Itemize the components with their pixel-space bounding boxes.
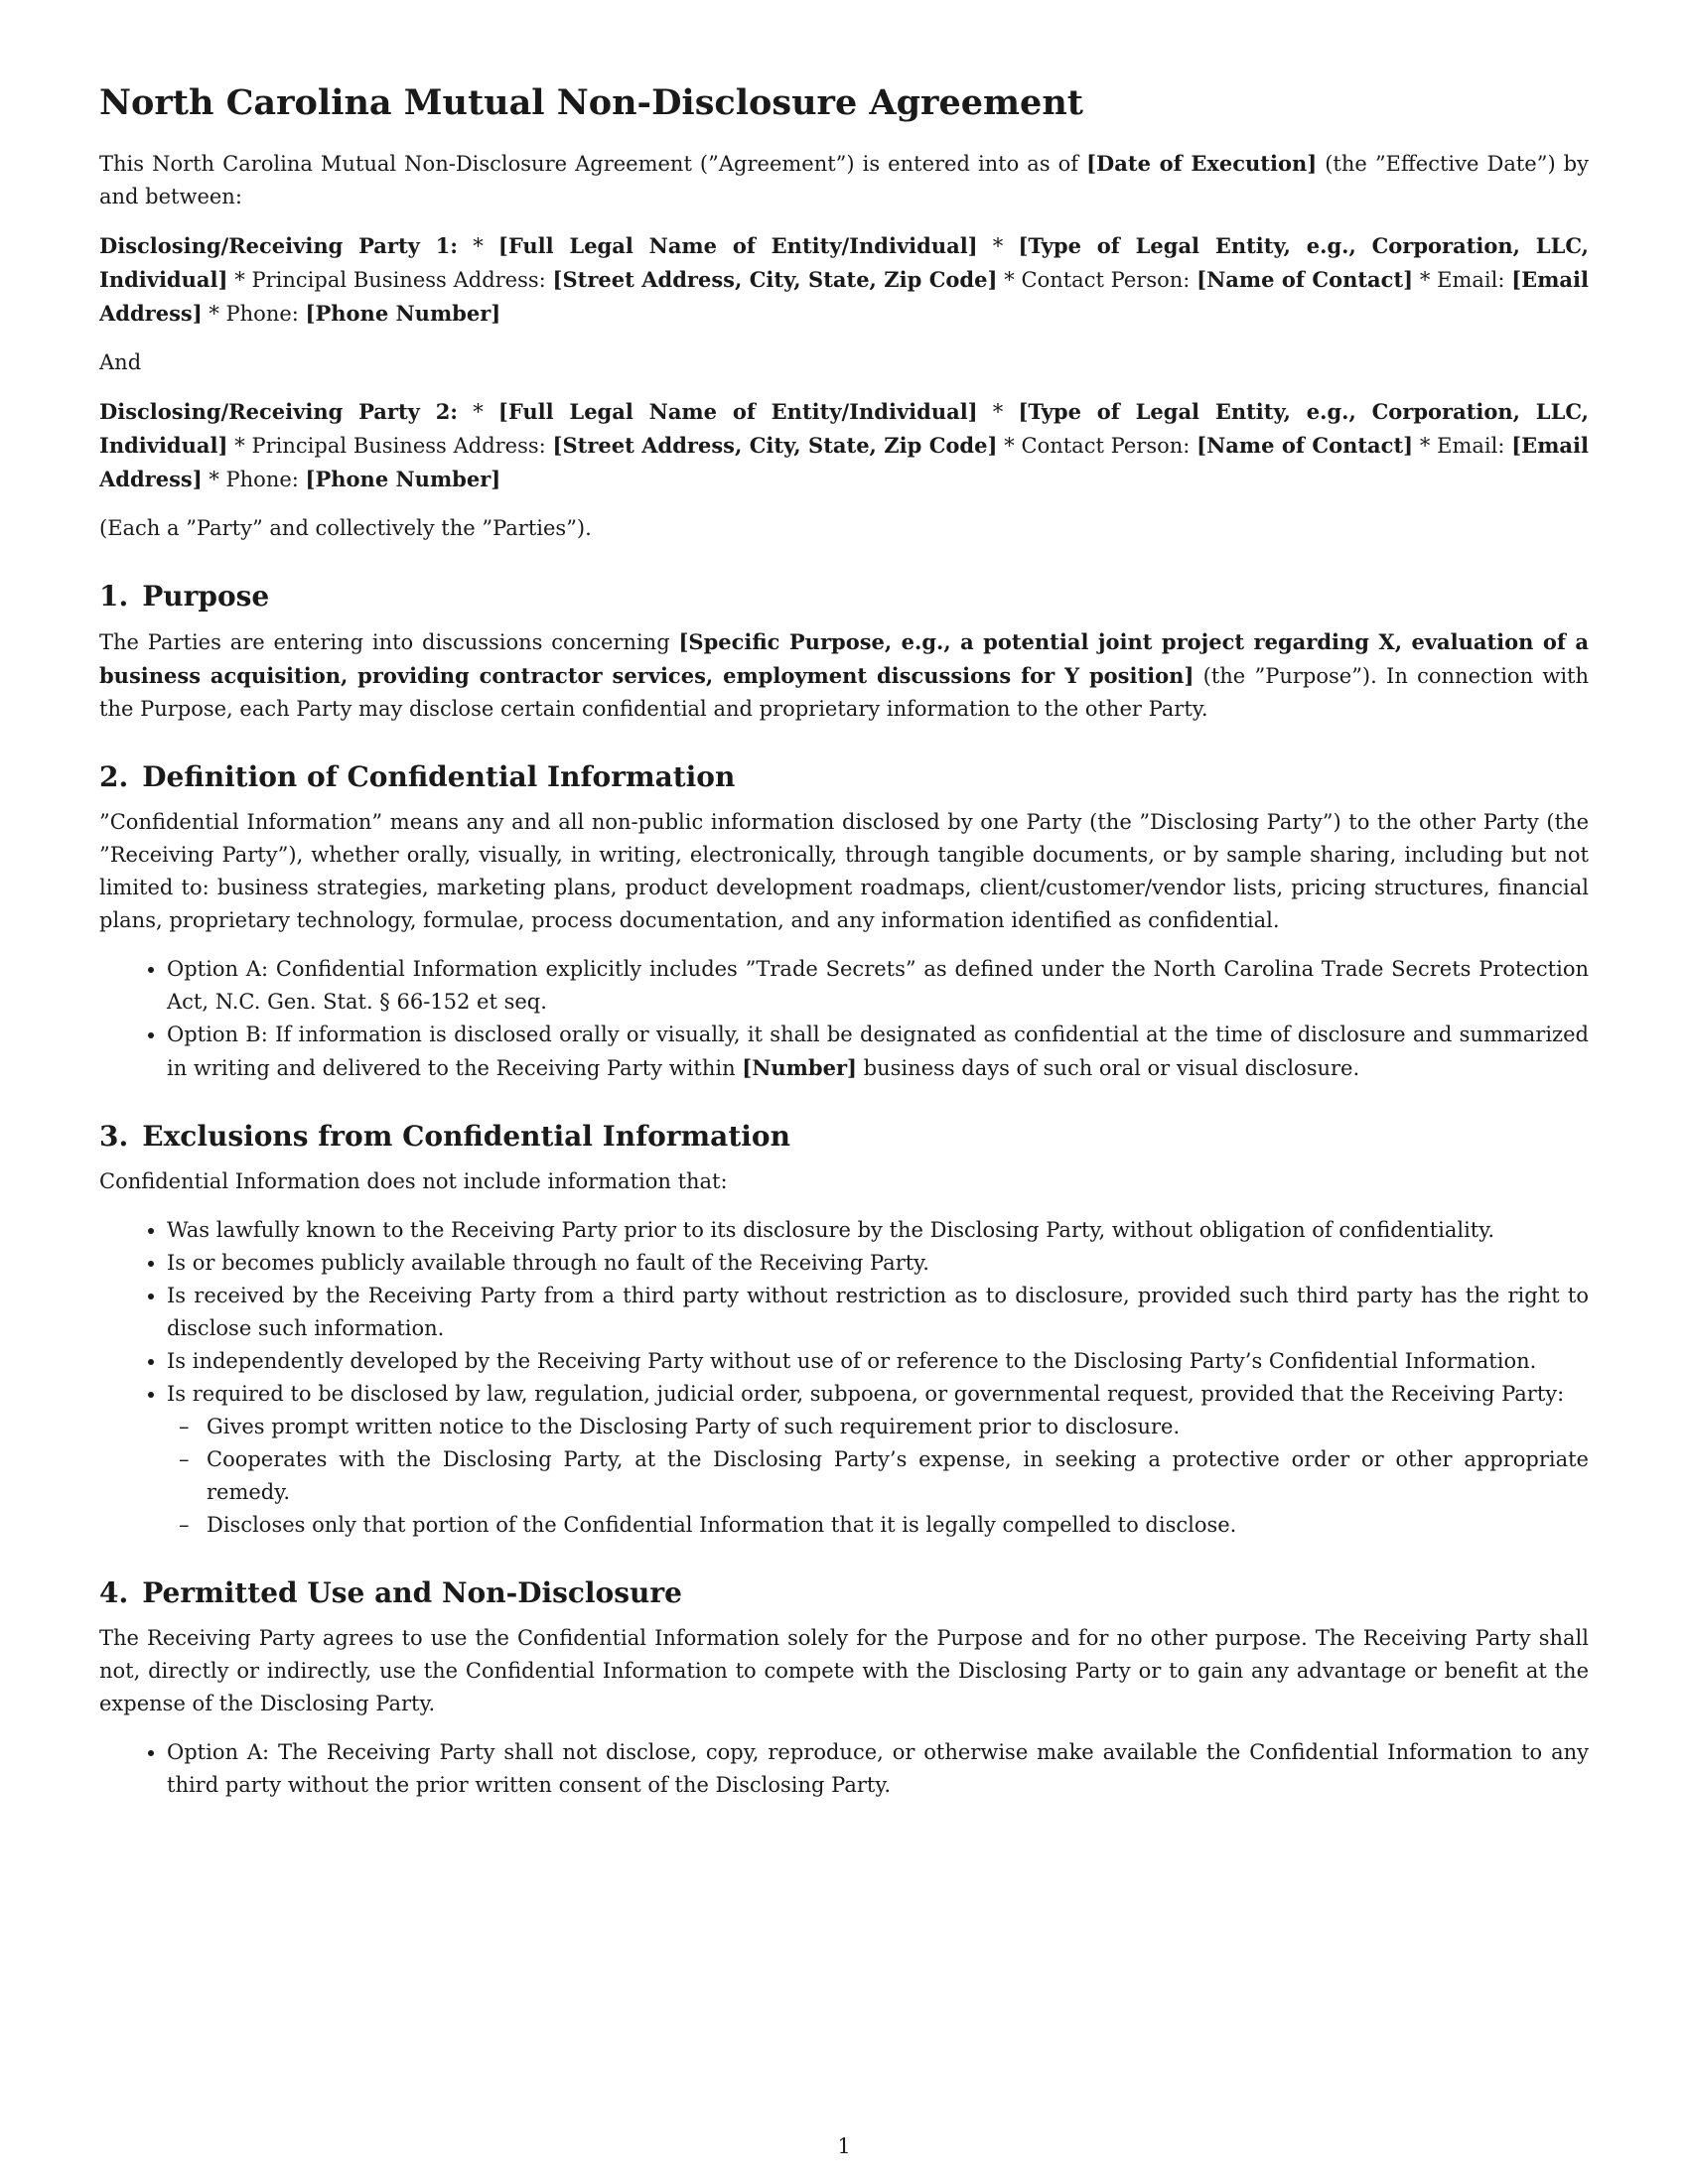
list-item	[167, 1378, 1589, 1542]
date-placeholder: [Date of Execution]	[1086, 150, 1318, 176]
party-2-contact: [Name of Contact]	[1196, 432, 1414, 458]
parties-note: (Each a ”Party” and collectively the ”Parties”).	[99, 515, 592, 540]
document-page	[99, 81, 1589, 1818]
purpose-text-1: The Parties are entering into discussions concerning	[99, 629, 679, 654]
intro-text-1: This North Carolina Mutual Non-Disclosure Agreement (”Agreement”) is entered into as of	[99, 151, 1087, 176]
section-title: Exclusions from Confidential Information	[142, 1119, 790, 1153]
section-heading-permitted-use	[99, 1575, 1589, 1610]
list-item-text: Is required to be disclosed by law, regulation, judicial order, subpoena, or governmental request, provided that the Receiving Party:	[167, 1381, 1565, 1406]
intro-text-2: (the ”Effective Date”) by and between:	[99, 151, 1589, 208]
page-number: 1	[837, 2134, 851, 2158]
party-2-address: [Street Address, City, State, Zip Code]	[552, 432, 998, 458]
definition-options-list	[99, 953, 1589, 1085]
party-1-address: [Street Address, City, State, Zip Code]	[552, 266, 998, 292]
party-2-block: Disclosing/Receiving Party 2: * [Full Legal Name of Entity/Individual] * [Type of Legal Entity, e.g., Corporation, LLC, Individual] * Principal Business Address: [Street Address, City, State, Zip Code] * Contact Person: [Name of Contact] * Email: [Email Address] * Phone: [Phone Number]	[99, 398, 1589, 491]
and-text: And	[99, 349, 142, 374]
section-number: 1.	[99, 579, 129, 613]
party-1-label: Disclosing/Receiving Party 1:	[99, 232, 459, 258]
section-number: 2.	[99, 759, 129, 793]
party-1-entity-type: [Type of Legal Entity, e.g., Corporation, LLC, Individual]	[99, 232, 1589, 292]
exclusions-list	[99, 1214, 1589, 1542]
section-number: 3.	[99, 1119, 129, 1153]
definition-paragraph: ”Confidential Information” means any and all non-public information disclosed by one Party (the ”Disclosing Party”) to the other Party (the ”Receiving Party”), whether orally, visually, in writing, electronically, through tangible documents, or by sample sharing, including but not limited to: business strategies, marketing plans, product development roadmaps, client/customer/vendor lists, pricing structures, financial plans, proprietary technology, formulae, process documentation, and any information identified as confidential.	[99, 809, 1589, 932]
section-title: Permitted Use and Non-Disclosure	[142, 1575, 682, 1609]
party-1-contact-label: Contact Person:	[1021, 267, 1191, 292]
list-item: • Was lawfully known to the Receiving Party prior to its disclosure by the Disclosing Party, without obligation of confidentiality.	[167, 1214, 1589, 1247]
list-item: • Option A: Confidential Information explicitly includes ”Trade Secrets” as defined under the North Carolina Trade Secrets Protection Act, N.C. Gen. Stat. § 66-152 et seq.	[167, 953, 1589, 1019]
party-1-name: [Full Legal Name of Entity/Individual]	[497, 232, 978, 258]
party-1-block: Disclosing/Receiving Party 1: * [Full Legal Name of Entity/Individual] * [Type of Legal Entity, e.g., Corporation, LLC, Individual] * Principal Business Address: [Street Address, City, State, Zip Code] * Contact Person: [Name of Contact] * Email: [Email Address] * Phone: [Phone Number]	[99, 232, 1589, 326]
sub-list-item: – Gives prompt written notice to the Disclosing Party of such requirement prior to disclosure.	[207, 1411, 1589, 1443]
party-2-email: [Email Address]	[99, 432, 1589, 491]
specific-purpose-placeholder: [Specific Purpose, e.g., a potential joint project regarding X, evaluation of a business acquisition, providing contractor services, employment discussions for Y position]	[99, 628, 1589, 688]
section-heading-purpose	[99, 579, 1589, 614]
intro-paragraph	[99, 147, 1589, 213]
permitted-use-paragraph: The Receiving Party agrees to use the Confidential Information solely for the Purpose and for no other purpose. The Receiving Party shall not, directly or indirectly, use the Confidential Information to compete with the Disclosing Party or to gain any advantage or benefit at the expense of the Disclosing Party.	[99, 1625, 1589, 1715]
party-2-phone: [Phone Number]	[305, 466, 501, 491]
party-2-label: Disclosing/Receiving Party 2:	[99, 398, 459, 424]
party-1-email-label: Email:	[1437, 267, 1505, 292]
sub-list-item: – Discloses only that portion of the Confidential Information that it is legally compelled to disclose.	[207, 1509, 1589, 1542]
list-item: • Is or becomes publicly available through no fault of the Receiving Party.	[167, 1247, 1589, 1280]
party-1-address-label: Principal Business Address:	[251, 267, 546, 292]
number-placeholder: [Number]	[742, 1054, 857, 1080]
list-item: • Is received by the Receiving Party from a third party without restriction as to disclosure, provided such third party has the right to disclose such information.	[167, 1280, 1589, 1345]
party-2-contact-label: Contact Person:	[1021, 433, 1191, 458]
document-title: North Carolina Mutual Non-Disclosure Agreement	[99, 82, 1083, 123]
purpose-text-2: (the ”Purpose”). In connection with the Purpose, each Party may disclose certain confidential and proprietary information to the other Party.	[99, 663, 1589, 721]
party-1-phone: [Phone Number]	[305, 300, 501, 326]
exclusions-intro: Confidential Information does not include information that:	[99, 1168, 728, 1193]
exclusions-sub-list	[167, 1411, 1589, 1542]
party-1-email: [Email Address]	[99, 266, 1589, 326]
section-title: Definition of Confidential Information	[142, 759, 736, 793]
permitted-use-options-list	[99, 1736, 1589, 1802]
section-number: 4.	[99, 1575, 129, 1609]
option-b-text-2: business days of such oral or visual disclosure.	[856, 1055, 1360, 1080]
section-title: Purpose	[142, 579, 270, 613]
party-1-contact: [Name of Contact]	[1196, 266, 1414, 292]
section-heading-exclusions	[99, 1119, 1589, 1154]
party-2-address-label: Principal Business Address:	[251, 433, 546, 458]
party-2-phone-label: Phone:	[225, 467, 299, 491]
party-1-phone-label: Phone:	[225, 301, 299, 326]
party-2-email-label: Email:	[1437, 433, 1505, 458]
list-item: • Option A: The Receiving Party shall not disclose, copy, reproduce, or otherwise make available the Confidential Information to any third party without the prior written consent of the Disclosing Party.	[167, 1736, 1589, 1802]
list-item: • Is independently developed by the Receiving Party without use of or reference to the Disclosing Party’s Confidential Information.	[167, 1345, 1589, 1378]
party-2-entity-type: [Type of Legal Entity, e.g., Corporation, LLC, Individual]	[99, 398, 1589, 458]
party-2-name: [Full Legal Name of Entity/Individual]	[497, 398, 978, 424]
option-b-text-1: Option B: If information is disclosed orally or visually, it shall be designated as confidential at the time of disclosure and summarized in writing and delivered to the Receiving Party within	[167, 1022, 1589, 1080]
sub-list-item: – Cooperates with the Disclosing Party, at the Disclosing Party’s expense, in seeking a protective order or other appropriate remedy.	[207, 1443, 1589, 1509]
purpose-paragraph	[99, 625, 1589, 726]
list-item	[167, 1019, 1589, 1085]
section-heading-definition	[99, 759, 1589, 794]
